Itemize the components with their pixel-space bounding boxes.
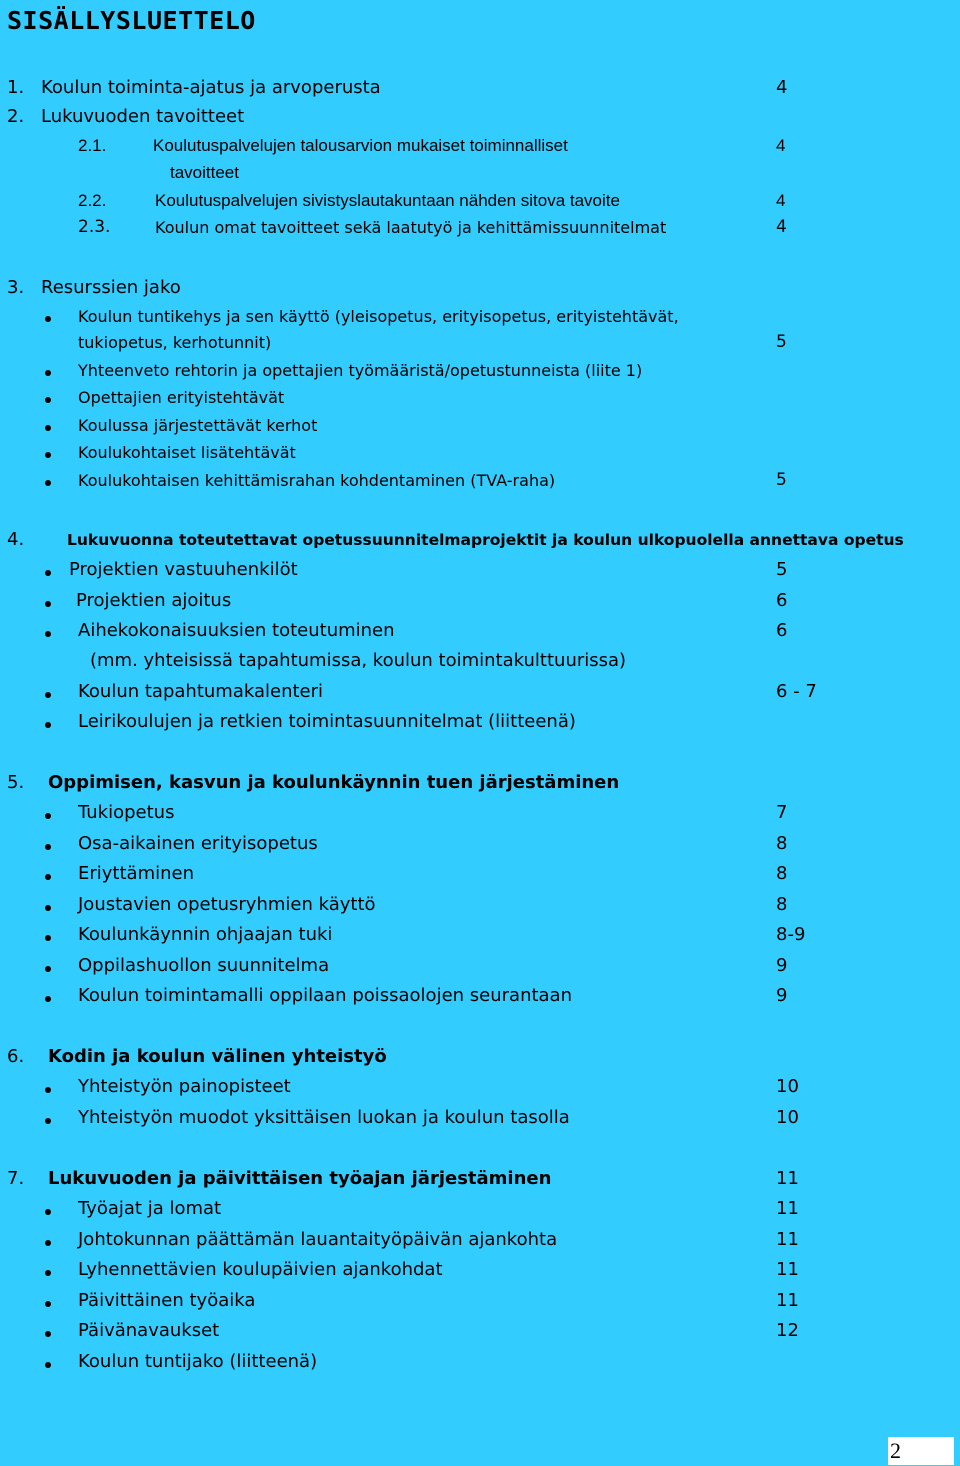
section-7-item-5: Päivänavaukset xyxy=(78,1320,220,1341)
page-number: 2 xyxy=(890,1438,901,1463)
section-5-item-4-page: 8 xyxy=(776,894,788,915)
section-7-number: 7. xyxy=(7,1168,25,1189)
section-2-1-number: 2.1. xyxy=(78,136,107,155)
section-5-item-7-page: 9 xyxy=(776,985,788,1006)
section-1-label: Koulun toiminta-ajatus ja arvoperusta xyxy=(41,77,381,98)
section-3-item-6: Koulukohtaisen kehittämisrahan kohdentaminen (TVA-raha) xyxy=(78,471,556,490)
section-5-item-4: Joustavien opetusryhmien käyttö xyxy=(78,894,376,915)
bullet-icon xyxy=(45,1301,51,1307)
section-7-page: 11 xyxy=(776,1168,799,1189)
bullet-icon xyxy=(45,425,51,431)
section-1-number: 1. xyxy=(7,77,25,98)
section-7-item-3-page: 11 xyxy=(776,1259,799,1280)
section-7-item-6: Koulun tuntijako (liitteenä) xyxy=(78,1351,318,1372)
section-2-number: 2. xyxy=(7,106,25,127)
section-2-2-label: Koulutuspalvelujen sivistyslautakuntaan nähden sitova tavoite xyxy=(155,191,620,210)
section-4-item-4: Koulun tapahtumakalenteri xyxy=(78,681,324,702)
section-6-number: 6. xyxy=(7,1046,25,1067)
section-1-page: 4 xyxy=(776,77,788,98)
section-5-item-7: Koulun toimintamalli oppilaan poissaolojen seurantaan xyxy=(78,985,572,1006)
section-3-number: 3. xyxy=(7,277,25,298)
section-7-label: Lukuvuoden ja päivittäisen työajan järjestäminen xyxy=(48,1168,552,1189)
section-4-item-2: Projektien ajoitus xyxy=(76,590,232,611)
section-3-item-1-page: 5 xyxy=(776,332,787,352)
bullet-icon xyxy=(45,966,51,972)
bullet-icon xyxy=(45,397,51,403)
section-2-3-page: 4 xyxy=(776,217,787,237)
section-5-label: Oppimisen, kasvun ja koulunkäynnin tuen järjestäminen xyxy=(48,772,620,793)
section-2-2-number: 2.2. xyxy=(78,191,107,210)
bullet-icon xyxy=(45,1240,51,1246)
section-7-item-2: Johtokunnan päättämän lauantaityöpäivän ajankohta xyxy=(78,1229,558,1250)
section-5-item-1: Tukiopetus xyxy=(78,802,175,823)
section-5-item-2: Osa-aikainen erityisopetus xyxy=(78,833,318,854)
section-7-item-4: Päivittäinen työaika xyxy=(78,1290,256,1311)
bullet-icon xyxy=(45,1118,51,1124)
section-2-label: Lukuvuoden tavoitteet xyxy=(41,106,245,127)
section-2-1-label-cont: tavoitteet xyxy=(170,163,239,182)
section-5-item-5: Koulunkäynnin ohjaajan tuki xyxy=(78,924,333,945)
bullet-icon xyxy=(45,570,51,576)
bullet-icon xyxy=(45,874,51,880)
section-4-item-3-cont: (mm. yhteisissä tapahtumissa, koulun toimintakulttuurissa) xyxy=(90,650,627,671)
section-6-item-2-page: 10 xyxy=(776,1107,799,1128)
section-7-item-2-page: 11 xyxy=(776,1229,799,1250)
section-5-number: 5. xyxy=(7,772,25,793)
section-7-item-4-page: 11 xyxy=(776,1290,799,1311)
section-5-item-3: Eriyttäminen xyxy=(78,863,194,884)
bullet-icon xyxy=(45,1209,51,1215)
section-4-item-3-page: 6 xyxy=(776,620,788,641)
section-4-label: Lukuvuonna toteutettavat opetussuunnitelmaprojektit ja koulun ulkopuolella annettava opetus xyxy=(67,531,904,549)
section-4-item-1-page: 5 xyxy=(776,559,788,580)
bullet-icon xyxy=(45,905,51,911)
bullet-icon xyxy=(45,996,51,1002)
section-2-1-label: Koulutuspalvelujen talousarvion mukaiset toiminnalliset xyxy=(153,136,568,155)
bullet-icon xyxy=(45,844,51,850)
section-2-3-label: Koulun omat tavoitteet sekä laatutyö ja kehittämissuunnitelmat xyxy=(155,218,667,237)
section-4-item-3: Aihekokonaisuuksien toteutuminen xyxy=(78,620,395,641)
section-3-item-5: Koulukohtaiset lisätehtävät xyxy=(78,443,296,462)
bullet-icon xyxy=(45,601,51,607)
bullet-icon xyxy=(45,480,51,486)
bullet-icon xyxy=(45,1087,51,1093)
section-5-item-2-page: 8 xyxy=(776,833,788,854)
section-5-item-1-page: 7 xyxy=(776,802,788,823)
section-2-3-number: 2.3. xyxy=(78,217,111,237)
bullet-icon xyxy=(45,1362,51,1368)
bullet-icon xyxy=(45,1331,51,1337)
bullet-icon xyxy=(45,692,51,698)
section-4-item-4-page: 6 - 7 xyxy=(776,681,817,702)
section-2-2-page: 4 xyxy=(776,191,786,210)
section-5-item-6-page: 9 xyxy=(776,955,788,976)
bullet-icon xyxy=(45,722,51,728)
section-6-item-1-page: 10 xyxy=(776,1076,799,1097)
section-6-label: Kodin ja koulun välinen yhteistyö xyxy=(48,1046,387,1067)
section-5-item-6: Oppilashuollon suunnitelma xyxy=(78,955,330,976)
section-7-item-5-page: 12 xyxy=(776,1320,799,1341)
section-3-item-1: Koulun tuntikehys ja sen käyttö (yleisopetus, erityisopetus, erityistehtävät, xyxy=(78,307,679,326)
section-5-item-3-page: 8 xyxy=(776,863,788,884)
bullet-icon xyxy=(45,1270,51,1276)
bullet-icon xyxy=(45,935,51,941)
section-3-item-1-cont: tukiopetus, kerhotunnit) xyxy=(78,333,272,352)
section-7-item-1-page: 11 xyxy=(776,1198,799,1219)
section-4-item-5: Leirikoulujen ja retkien toimintasuunnitelmat (liitteenä) xyxy=(78,711,576,732)
bullet-icon xyxy=(45,452,51,458)
section-4-item-2-page: 6 xyxy=(776,590,788,611)
bullet-icon xyxy=(45,370,51,376)
section-7-item-3: Lyhennettävien koulupäivien ajankohdat xyxy=(78,1259,443,1280)
page-title: SISÄLLYSLUETTELO xyxy=(7,6,256,35)
section-3-label: Resurssien jako xyxy=(41,277,181,298)
section-3-item-2: Yhteenveto rehtorin ja opettajien työmääristä/opetustunneista (liite 1) xyxy=(78,361,643,380)
section-3-item-4: Koulussa järjestettävät kerhot xyxy=(78,416,318,435)
section-2-1-page: 4 xyxy=(776,136,786,155)
section-7-item-1: Työajat ja lomat xyxy=(78,1198,222,1219)
bullet-icon xyxy=(45,316,51,322)
section-4-number: 4. xyxy=(7,529,25,550)
section-4-item-1: Projektien vastuuhenkilöt xyxy=(69,559,298,580)
section-6-item-2: Yhteistyön muodot yksittäisen luokan ja koulun tasolla xyxy=(78,1107,570,1128)
bullet-icon xyxy=(45,631,51,637)
section-3-item-3: Opettajien erityistehtävät xyxy=(78,388,285,407)
section-6-item-1: Yhteistyön painopisteet xyxy=(78,1076,291,1097)
section-3-item-6-page: 5 xyxy=(776,470,787,490)
section-5-item-5-page: 8-9 xyxy=(776,924,806,945)
bullet-icon xyxy=(45,813,51,819)
